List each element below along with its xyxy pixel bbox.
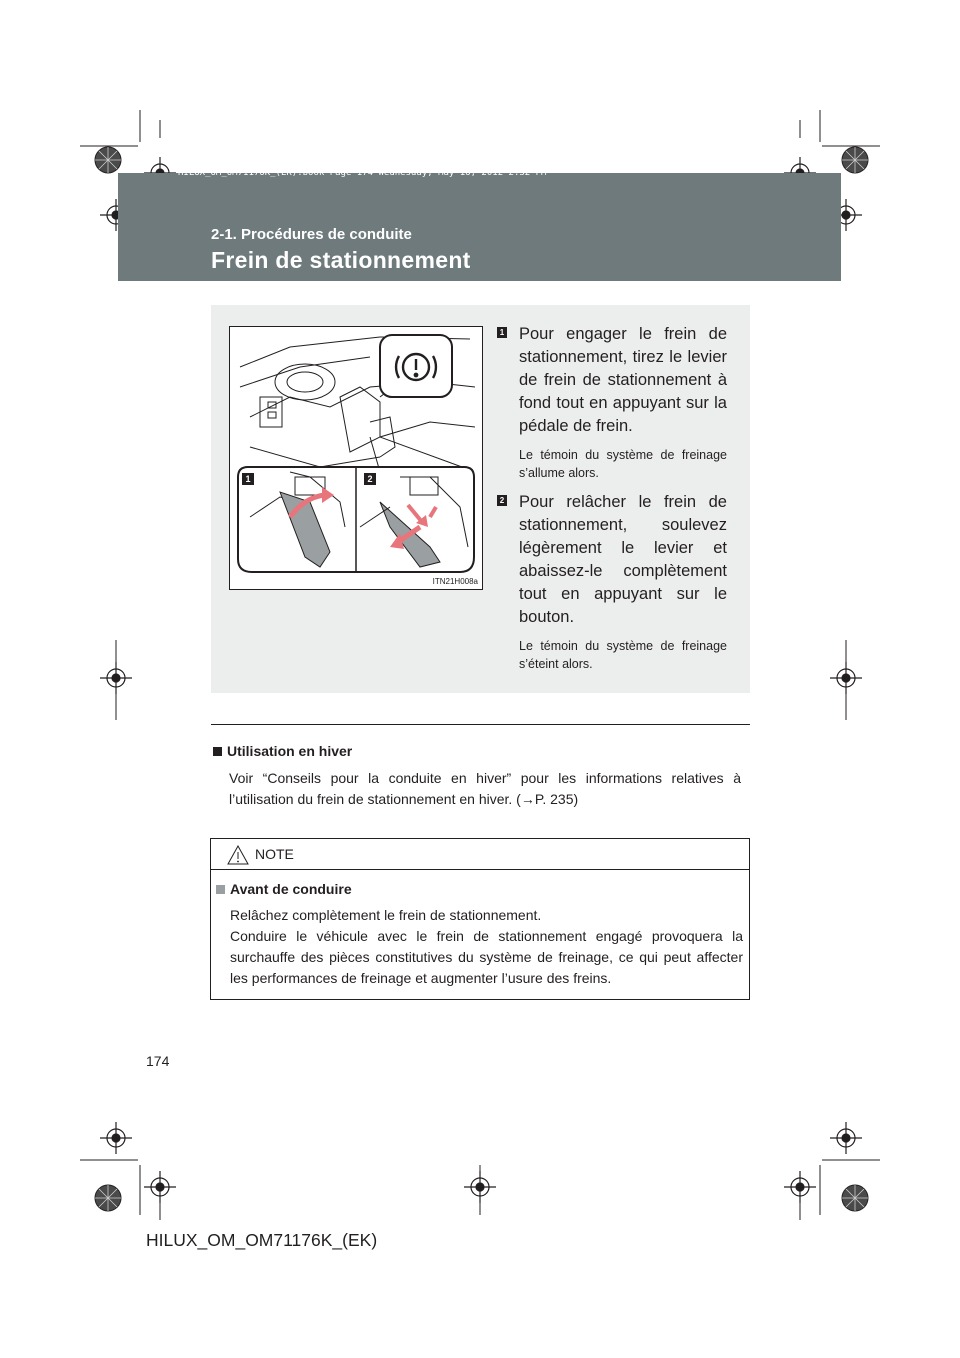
- note-title-row: [216, 881, 352, 897]
- bullet-square-icon: [216, 885, 225, 894]
- page-title: Frein de stationnement: [211, 247, 471, 273]
- winter-title: Utilisation en hiver: [227, 743, 353, 759]
- step-number: 1: [497, 327, 507, 338]
- step-2: [497, 491, 727, 673]
- step-text: Pour engager le frein de stationnement, tirez le levier de frein de stationnement à fond tout en appuyant sur la pédale de frein.: [519, 325, 727, 435]
- note-title: Avant de conduire: [230, 881, 352, 897]
- dashboard-drawing: [230, 327, 482, 589]
- parking-brake-illustration: [229, 326, 483, 590]
- note-line-2: Conduire le véhicule avec le frein de stationnement engagé provoquera la surchauffe des pièces constitutives du système de freinage, ce qui peut affecter les performances de freinage et augmenter l’usure des freins.: [230, 928, 743, 986]
- step-text: Pour relâcher le frein de stationnement, soulevez légèrement le levier et abaissez-le complètement tout en appuyant sur le bouton.: [519, 493, 727, 626]
- winter-heading: [213, 743, 352, 759]
- step-number: 2: [497, 495, 507, 506]
- note-header: [211, 839, 749, 870]
- warning-triangle-icon: [227, 845, 249, 865]
- figure-code: ITN21H008a: [432, 577, 478, 586]
- divider: [211, 724, 750, 725]
- step-note: Le témoin du système de freinage s’allume alors.: [519, 448, 727, 480]
- step-note: Le témoin du système de freinage s’éteint alors.: [519, 639, 727, 671]
- bullet-square-icon: [213, 747, 222, 756]
- figure-callout-2: 2: [367, 474, 373, 484]
- note-label: NOTE: [255, 846, 294, 862]
- winter-text: Voir “Conseils pour la conduite en hiver” pour les informations relatives à l’utilisation du frein de stationnement en hiver. (→P. 235): [229, 770, 741, 807]
- page-number: 174: [146, 1053, 170, 1069]
- step-1: [497, 323, 727, 482]
- note-text: [230, 905, 743, 989]
- footer-code: HILUX_OM_OM71176K_(EK): [146, 1230, 378, 1250]
- section-heading: 2-1. Procédures de conduite: [211, 226, 412, 243]
- note-box: [210, 838, 750, 1000]
- note-line-1: Relâchez complètement le frein de stationnement.: [230, 907, 542, 923]
- print-slug: HILUX_OM_OM71176K_(EK).book Page 174 Wednesday, May 16, 2012 2:32 PM: [178, 168, 547, 178]
- figure-callout-1: 1: [245, 474, 251, 484]
